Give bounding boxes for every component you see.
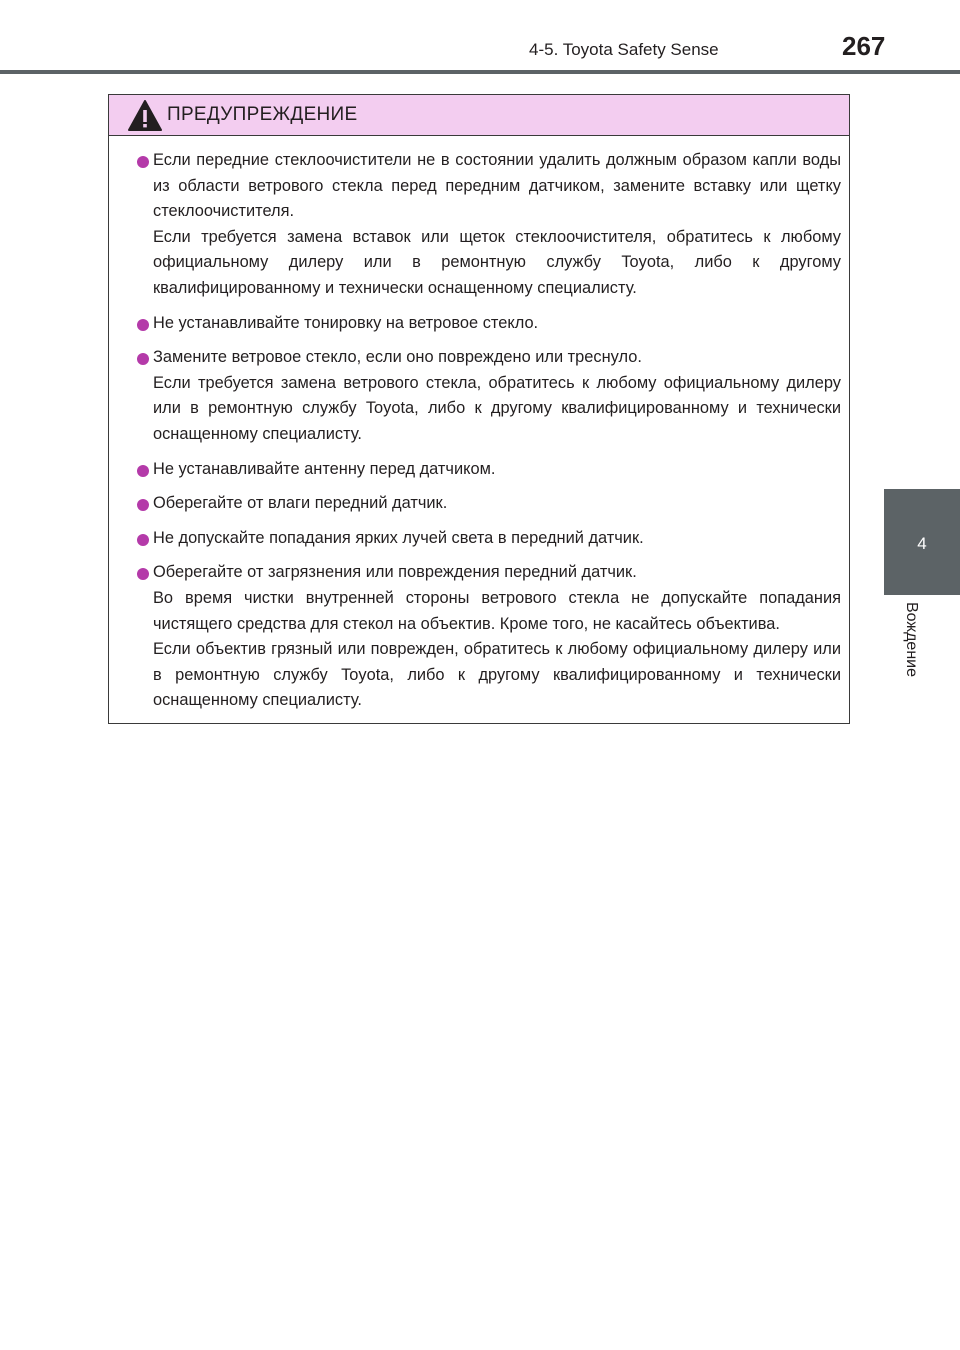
bullet-icon [137,499,149,511]
chapter-number: 4 [917,534,927,553]
warning-header [109,95,849,136]
warning-list-item [109,560,849,714]
warning-paragraph: Оберегайте от загрязнения или повреждения передний датчик. [153,563,637,582]
warning-item-text [153,148,841,302]
page-number: 267 [842,31,886,61]
warning-list-item [109,457,849,483]
warning-paragraph: Если передние стеклоочистители не в состоянии удалить должным образом капли воды из области ветрового стекла перед передним датчиком, замените вставку или щетку стеклоочистителя. [153,151,841,221]
warning-paragraph: Не устанавливайте антенну перед датчиком. [153,459,496,478]
warning-paragraph: Если объектив грязный или поврежден, обратитесь к любому официальному дилеру или в ремонтную службу Toyota, либо к другому квалифицированному и технически оснащенному специалисту. [153,640,841,710]
warning-item-text [153,560,841,714]
bullet-icon [137,534,149,546]
chapter-tab[interactable] [884,489,960,595]
warning-body [109,135,849,723]
bullet-icon [137,156,149,168]
warning-list-item [109,148,849,302]
warning-paragraph: Замените ветровое стекло, если оно повреждено или треснуло. [153,348,642,367]
warning-paragraph: Не устанавливайте тонировку на ветровое стекло. [153,313,539,332]
warning-list-item [109,526,849,552]
bullet-icon [137,568,149,580]
chapter-label [900,602,924,702]
section-title: 4-5. Toyota Safety Sense [529,40,719,59]
header-divider [0,70,960,74]
warning-item-text [153,526,841,552]
warning-triangle-icon [127,99,163,132]
warning-paragraph: Во время чистки внутренней стороны ветрового стекла не допускайте попадания чистящего средства для стекол на объектив. Кроме того, не касайтесь объектива. [153,588,841,633]
warning-box [108,94,850,724]
warning-list-item [109,491,849,517]
warning-list-item [109,311,849,337]
warning-paragraph: Если требуется замена вставок или щеток стеклоочистителя, обратитесь к любому официальному дилеру или в ремонтную службу Toyota, либо к другому квалифицированному и технически оснащенному специалисту. [153,227,841,297]
warning-paragraph: Если требуется замена ветрового стекла, обратитесь к любому официальному дилеру или в ремонтную службу Toyota, либо к другому квалифицированному и технически оснащенному специалисту. [153,373,841,443]
bullet-icon [137,353,149,365]
warning-title: ПРЕДУПРЕЖДЕНИЕ [167,104,358,125]
warning-item-text [153,457,841,483]
warning-item-text [153,491,841,517]
warning-item-text [153,311,841,337]
warning-item-text [153,345,841,447]
warning-paragraph: Не допускайте попадания ярких лучей света в передний датчик. [153,528,644,547]
bullet-icon [137,319,149,331]
warning-paragraph: Оберегайте от влаги передний датчик. [153,494,448,513]
warning-list-item [109,345,849,447]
bullet-icon [137,465,149,477]
chapter-label-text: Вождение [903,602,920,677]
